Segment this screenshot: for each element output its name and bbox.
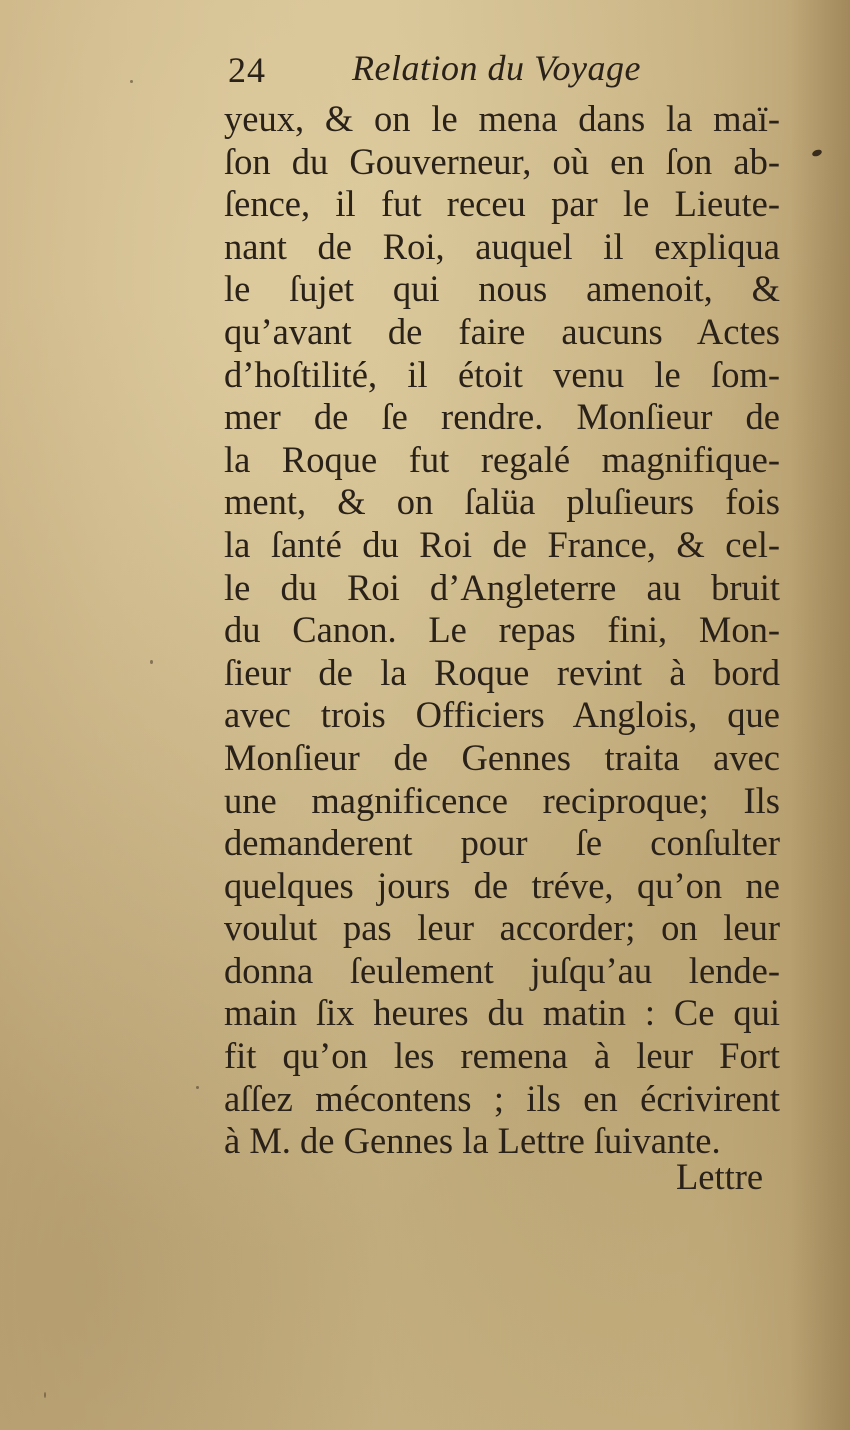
text-line: du Canon. Le repas fini, Mon-	[224, 609, 780, 651]
paper-speck	[150, 660, 153, 664]
text-line: donna ſeulement juſqu’au lende-	[224, 949, 780, 991]
text-line: Monſieur de Gennes traita avec	[224, 736, 780, 778]
text-line: la ſanté du Roi de France, & cel-	[224, 523, 780, 565]
paper-speck	[130, 80, 133, 83]
text-line: mer de ſe rendre. Monſieur de	[224, 396, 780, 438]
catchword: Lettre	[676, 1156, 764, 1197]
text-line: avec trois Officiers Anglois, que	[224, 694, 780, 736]
body-text	[224, 98, 780, 1163]
running-head	[228, 48, 668, 94]
text-line: fit qu’on les remena à leur Fort	[224, 1035, 780, 1077]
text-line: voulut pas leur accorder; on leur	[224, 907, 780, 949]
text-line: demanderent pour ſe conſulter	[224, 822, 780, 864]
text-line: quelques jours de tréve, qu’on ne	[224, 864, 780, 906]
text-line: à M. de Gennes la Lettre ſuivante.	[224, 1120, 721, 1162]
text-line: ſon du Gouverneur, où en ſon ab-	[224, 140, 780, 182]
text-line: la Roque fut regalé magnifique-	[224, 438, 780, 480]
text-line: ſence, il fut receu par le Lieute-	[224, 183, 780, 225]
text-line: ſieur de la Roque revint à bord	[224, 651, 780, 693]
text-line: le ſujet qui nous amenoit, &	[224, 268, 780, 310]
text-line: yeux, & on le mena dans la maï-	[224, 98, 780, 139]
paper-speck	[44, 1392, 46, 1398]
text-line: ment, & on ſalüa pluſieurs fois	[224, 481, 780, 523]
text-line: aſſez mécontens ; ils en écrivirent	[224, 1077, 780, 1119]
text-line: d’hoſtilité, il étoit venu le ſom-	[224, 353, 780, 395]
page-edge-shadow	[790, 0, 850, 1430]
text-line: une magnificence reciproque; Ils	[224, 779, 780, 821]
text-line: main ſix heures du matin : Ce qui	[224, 992, 780, 1034]
text-line: qu’avant de faire aucuns Actes	[224, 310, 780, 352]
text-line: le du Roi d’Angleterre au bruit	[224, 566, 780, 608]
page-number: 24	[228, 50, 266, 90]
text-line: nant de Roi, auquel il expliqua	[224, 225, 780, 267]
paper-speck	[196, 1086, 199, 1089]
running-title: Relation du Voyage	[352, 48, 641, 88]
